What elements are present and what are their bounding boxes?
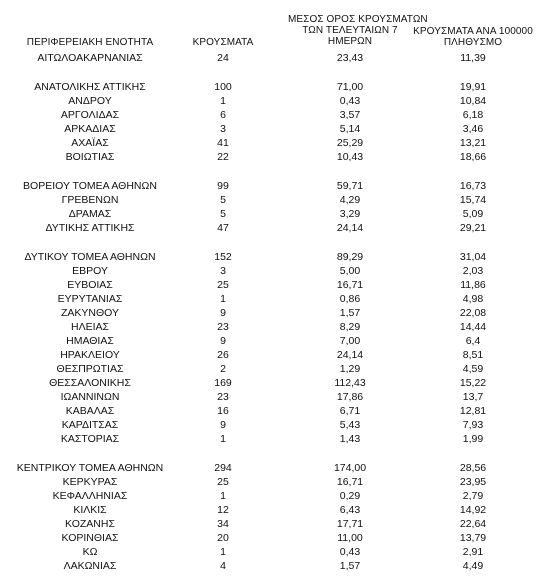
cell-per-100000: 28,56 [459,462,487,474]
cell-region: ΑΡΚΑΔΙΑΣ [64,123,116,135]
table-row [0,432,542,446]
table-row [0,207,542,221]
cell-region: ΛΑΚΩΝΙΑΣ [63,560,117,572]
cell-per-100000: 14,92 [459,504,487,516]
table-row [0,320,542,334]
cell-cases: 23 [217,391,229,403]
table-row [0,264,542,278]
cell-per-100000: 15,22 [459,377,487,389]
table-row [0,559,542,573]
table-row [0,250,542,264]
table-row [0,80,542,94]
cell-region: ΚΙΛΚΙΣ [73,504,107,516]
cell-avg-7-days: 1,43 [339,433,361,445]
cell-region: ΑΙΤΩΛΟΑΚΑΡΝΑΝΙΑΣ [37,52,143,64]
cell-cases: 47 [217,222,229,234]
cell-per-100000: 13,21 [459,137,487,149]
cell-region: ΕΥΒΟΙΑΣ [67,279,113,291]
table-row [0,179,542,193]
cell-per-100000: 8,51 [462,349,484,361]
table-row [0,489,542,503]
cell-cases: 9 [220,307,226,319]
cell-region: ΑΝΔΡΟΥ [68,95,112,107]
header-region-label: ΠΕΡΙΦΕΡΕΙΑΚΗ ΕΝΟΤΗΤΑ [26,37,154,48]
cell-avg-7-days: 1,57 [339,307,361,319]
cell-region: ΘΕΣΠΡΩΤΙΑΣ [56,363,124,375]
cell-cases: 5 [220,194,226,206]
cell-region: ΚΑΡΔΙΤΣΑΣ [61,419,119,431]
cell-cases: 1 [220,546,226,558]
cell-region: ΚΑΣΤΟΡΙΑΣ [60,433,120,445]
cell-cases: 6 [220,109,226,121]
cell-region: ΑΧΑΪΑΣ [71,137,109,149]
table-row [0,348,542,362]
cell-avg-7-days: 0,43 [339,95,361,107]
cell-cases: 169 [214,377,232,389]
cell-region: ΙΩΑΝΝΙΝΩΝ [60,391,120,403]
cell-avg-7-days: 11,00 [337,532,363,544]
cell-per-100000: 4,98 [462,293,484,305]
cell-cases: 24 [217,52,229,64]
cell-avg-7-days: 17,86 [336,391,364,403]
cell-cases: 26 [217,349,229,361]
cell-region: ΑΡΓΟΛΙΔΑΣ [60,109,120,121]
cell-region: ΗΡΑΚΛΕΙΟΥ [60,349,120,361]
cell-region: ΚΕΡΚΥΡΑΣ [62,476,118,488]
cell-region: ΕΒΡΟΥ [72,265,108,277]
table-row [0,362,542,376]
table-row [0,475,542,489]
table-row [0,517,542,531]
cell-avg-7-days: 112,43 [334,377,366,389]
cell-cases: 41 [217,137,229,149]
header-per-line-1: ΚΡΟΥΣΜΑΤΑ ΑΝΑ 100000 [413,26,533,37]
cell-avg-7-days: 0,43 [339,546,361,558]
cell-avg-7-days: 5,43 [339,419,361,431]
cell-avg-7-days: 89,29 [336,251,364,263]
cell-per-100000: 4,49 [462,560,484,572]
cell-avg-7-days: 71,00 [336,81,364,93]
header-per-line-2: ΠΛΗΘΥΣΜΟ [443,37,503,48]
table-row [0,545,542,559]
cell-region: ΗΜΑΘΙΑΣ [66,335,114,347]
cell-avg-7-days: 24,14 [336,222,364,234]
table-row [0,122,542,136]
cell-region: ΚΑΒΑΛΑΣ [65,405,115,417]
header-avg-line-3: ΗΜΕΡΩΝ [327,36,373,47]
cell-region: ΑΝΑΤΟΛΙΚΗΣ ΑΤΤΙΚΗΣ [34,81,146,93]
cell-avg-7-days: 24,14 [336,349,364,361]
cell-region: ΚΟΖΑΝΗΣ [65,518,115,530]
cell-per-100000: 19,91 [459,81,487,93]
cell-region: ΖΑΚΥΝΘΟΥ [60,307,119,319]
cell-cases: 12 [217,504,229,516]
cell-per-100000: 2,91 [462,546,484,558]
table-row [0,51,542,65]
cell-per-100000: 12,81 [459,405,487,417]
cell-per-100000: 6,4 [465,335,481,347]
cell-per-100000: 7,93 [462,419,484,431]
table-row [0,193,542,207]
cell-avg-7-days: 10,43 [336,151,364,163]
cell-avg-7-days: 6,43 [339,504,361,516]
table-row [0,292,542,306]
cell-region: ΚΕΝΤΡΙΚΟΥ ΤΟΜΕΑ ΑΘΗΝΩΝ [16,462,164,474]
cell-cases: 25 [217,476,229,488]
cell-region: ΔΡΑΜΑΣ [68,208,112,220]
cell-region: ΒΟΡΕΙΟΥ ΤΟΜΕΑ ΑΘΗΝΩΝ [23,180,157,192]
cell-per-100000: 31,04 [459,251,487,263]
cell-avg-7-days: 3,57 [339,109,361,121]
cell-cases: 23 [217,321,229,333]
cell-region: ΚΩ [82,546,98,558]
cell-region: ΔΥΤΙΚΗΣ ΑΤΤΙΚΗΣ [45,222,135,234]
cell-avg-7-days: 4,29 [339,194,361,206]
cell-avg-7-days: 6,71 [339,405,361,417]
table-row [0,503,542,517]
cell-cases: 1 [220,293,226,305]
cell-cases: 34 [217,518,229,530]
cell-cases: 25 [217,279,229,291]
cell-cases: 4 [220,560,226,572]
cell-avg-7-days: 16,71 [336,476,364,488]
cell-per-100000: 3,46 [462,123,484,135]
cell-region: ΓΡΕΒΕΝΩΝ [61,194,119,206]
table-row [0,334,542,348]
cell-avg-7-days: 5,00 [339,265,361,277]
cell-region: ΔΥΤΙΚΟΥ ΤΟΜΕΑ ΑΘΗΝΩΝ [24,251,156,263]
cell-per-100000: 22,64 [459,518,487,530]
cell-avg-7-days: 1,57 [339,560,361,572]
cell-cases: 100 [214,81,232,93]
cell-per-100000: 11,86 [460,279,486,291]
cell-cases: 22 [217,151,229,163]
cell-per-100000: 13,79 [459,532,487,544]
cell-per-100000: 2,03 [462,265,484,277]
cell-cases: 294 [214,462,232,474]
cell-region: ΕΥΡΥΤΑΝΙΑΣ [57,293,123,305]
cell-per-100000: 4,59 [462,363,484,375]
cell-per-100000: 22,08 [459,307,487,319]
cell-cases: 3 [220,123,226,135]
table-row [0,461,542,475]
cell-region: ΗΛΕΙΑΣ [70,321,109,333]
table-row [0,376,542,390]
cell-avg-7-days: 7,00 [339,335,361,347]
cell-per-100000: 13,7 [462,391,484,403]
table-row [0,390,542,404]
cell-region: ΒΟΙΩΤΙΑΣ [65,151,115,163]
cell-avg-7-days: 3,29 [339,208,361,220]
cell-avg-7-days: 59,71 [336,180,364,192]
table-row [0,94,542,108]
cell-per-100000: 2,79 [462,490,484,502]
cell-per-100000: 11,39 [460,52,486,64]
cell-avg-7-days: 17,71 [336,518,364,530]
cell-cases: 152 [214,251,232,263]
header-cases-label: ΚΡΟΥΣΜΑΤΑ [192,37,254,48]
cell-per-100000: 29,21 [459,222,487,234]
cell-avg-7-days: 23,43 [336,52,364,64]
cell-per-100000: 10,84 [459,95,487,107]
cell-avg-7-days: 174,00 [333,462,367,474]
cell-cases: 3 [220,265,226,277]
cell-per-100000: 23,95 [459,476,487,488]
table-row [0,531,542,545]
cell-region: ΚΕΦΑΛΛΗΝΙΑΣ [52,490,128,502]
cell-per-100000: 6,18 [462,109,484,121]
cell-cases: 2 [220,363,226,375]
cell-cases: 1 [220,95,226,107]
cell-per-100000: 15,74 [459,194,487,206]
cell-region: ΚΟΡΙΝΘΙΑΣ [61,532,119,544]
cell-avg-7-days: 0,86 [339,293,361,305]
cell-avg-7-days: 25,29 [336,137,364,149]
cell-avg-7-days: 1,29 [339,363,361,375]
table-row [0,278,542,292]
table-row [0,404,542,418]
table-row [0,108,542,122]
cell-per-100000: 1,99 [462,433,484,445]
cell-avg-7-days: 5,14 [339,123,361,135]
table-row [0,150,542,164]
cell-avg-7-days: 8,29 [339,321,361,333]
cell-cases: 9 [220,335,226,347]
cell-cases: 20 [217,532,229,544]
cell-cases: 1 [220,433,226,445]
cell-region: ΘΕΣΣΑΛΟΝΙΚΗΣ [49,377,131,389]
cell-per-100000: 16,73 [459,180,487,192]
cell-avg-7-days: 16,71 [336,279,364,291]
table-row [0,221,542,235]
table-row [0,136,542,150]
cell-cases: 9 [220,419,226,431]
cell-cases: 1 [220,490,226,502]
cell-cases: 99 [217,180,229,192]
cell-cases: 5 [220,208,226,220]
header-avg-line-2: ΤΩΝ ΤΕΛΕΥΤΑΙΩΝ 7 [302,25,398,36]
table-row [0,418,542,432]
table-row [0,306,542,320]
header-avg-line-1: ΜΕΣΟΣ ΟΡΟΣ ΚΡΟΥΣΜΑΤΩΝ [288,14,428,25]
cell-per-100000: 14,44 [459,321,487,333]
cell-cases: 16 [217,405,229,417]
cell-per-100000: 5,09 [462,208,484,220]
cell-per-100000: 18,66 [459,151,487,163]
cell-avg-7-days: 0,29 [339,490,361,502]
